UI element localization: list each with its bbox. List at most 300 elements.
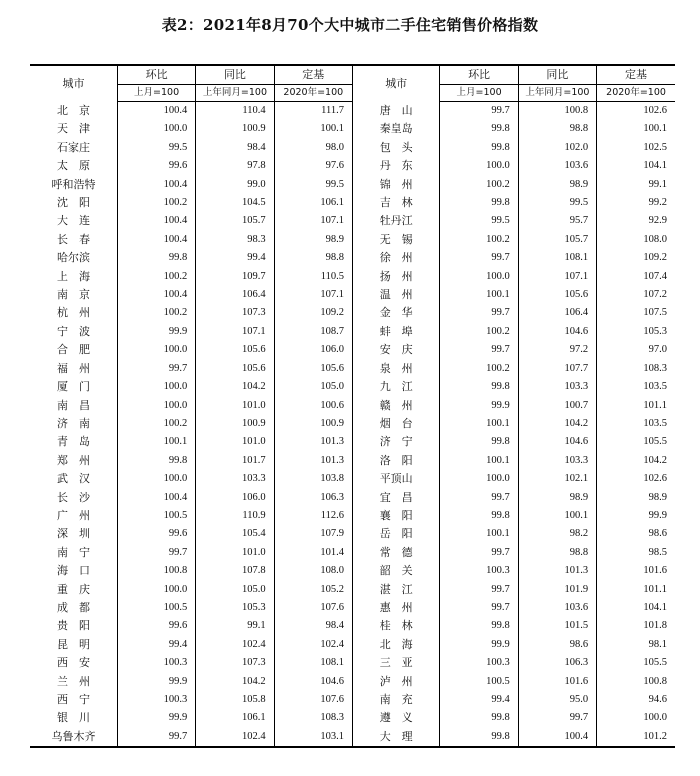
left-yoy-cell: 101.0	[196, 397, 274, 415]
left-city-cell: 济 南	[30, 415, 117, 433]
left-city-cell: 银 川	[30, 709, 117, 727]
right-base-cell: 108.0	[643, 233, 667, 245]
left-base-cell: 105.2	[274, 581, 352, 599]
right-mom-cell: 100.3	[440, 654, 518, 672]
price-index-table	[30, 64, 675, 748]
subheader-base-right: 2020年=100	[597, 85, 675, 102]
left-base-cell: 98.8	[274, 249, 352, 267]
left-yoy-cell: 101.7	[196, 452, 274, 470]
right-mom-cell: 99.8	[440, 194, 518, 212]
header-mom-left: 环比	[117, 65, 195, 85]
left-yoy-cell: 99.0	[196, 176, 274, 194]
header-city-left: 城市	[30, 65, 117, 102]
right-base-cell: 104.1	[643, 160, 667, 172]
left-yoy-cell: 105.3	[196, 599, 274, 617]
left-mom-cell: 99.9	[117, 709, 195, 727]
left-base-cell: 109.2	[274, 304, 352, 322]
left-mom-cell: 100.5	[117, 599, 195, 617]
right-mom-cell: 99.8	[440, 120, 518, 138]
right-yoy-cell: 101.9	[518, 581, 596, 599]
left-mom-cell: 99.7	[117, 360, 195, 378]
left-base-cell: 107.6	[274, 691, 352, 709]
left-base-cell: 106.0	[274, 341, 352, 359]
header-city-right: 城市	[352, 65, 439, 102]
right-yoy-cell: 107.7	[518, 360, 596, 378]
right-base-cell: 101.8	[643, 620, 667, 632]
right-city-cell: 蚌 埠	[352, 323, 439, 341]
left-mom-cell: 100.0	[117, 470, 195, 488]
header-yoy-right: 同比	[518, 65, 596, 85]
right-mom-cell: 100.0	[440, 268, 518, 286]
left-city-cell: 长 春	[30, 231, 117, 249]
left-base-cell: 108.7	[274, 323, 352, 341]
left-base-cell: 100.1	[274, 120, 352, 138]
left-mom-cell: 99.7	[117, 728, 195, 747]
table-row	[30, 268, 675, 286]
subheader-yoy-right: 上年同月=100	[518, 85, 596, 102]
left-yoy-cell: 109.7	[196, 268, 274, 286]
right-yoy-cell: 103.6	[518, 157, 596, 175]
right-city-cell: 济 宁	[352, 433, 439, 451]
table-row	[30, 341, 675, 359]
right-base-cell: 100.0	[643, 712, 667, 724]
left-base-cell: 112.6	[274, 507, 352, 525]
right-base-cell: 98.1	[648, 638, 667, 650]
subheader-mom-right: 上月=100	[440, 85, 518, 102]
right-base-cell: 98.5	[648, 546, 667, 558]
right-base-cell: 105.5	[643, 436, 667, 448]
left-mom-cell: 100.2	[117, 415, 195, 433]
left-base-cell: 101.4	[274, 544, 352, 562]
left-yoy-cell: 105.4	[196, 525, 274, 543]
right-city-cell: 安 庆	[352, 341, 439, 359]
left-base-cell: 107.6	[274, 599, 352, 617]
table-row	[30, 304, 675, 322]
left-yoy-cell: 105.0	[196, 581, 274, 599]
left-yoy-cell: 107.1	[196, 323, 274, 341]
right-base-cell: 97.0	[648, 344, 667, 356]
left-yoy-cell: 104.5	[196, 194, 274, 212]
right-city-cell: 金 华	[352, 304, 439, 322]
table-row	[30, 102, 675, 121]
subheader-base-left: 2020年=100	[274, 85, 352, 102]
table-row	[30, 728, 675, 747]
table-row	[30, 544, 675, 562]
right-city-cell: 惠 州	[352, 599, 439, 617]
table-row	[30, 525, 675, 543]
left-yoy-cell: 106.0	[196, 489, 274, 507]
left-mom-cell: 99.9	[117, 323, 195, 341]
left-base-cell: 101.3	[274, 433, 352, 451]
left-yoy-cell: 110.4	[196, 102, 274, 121]
right-city-cell: 吉 林	[352, 194, 439, 212]
left-mom-cell: 100.3	[117, 654, 195, 672]
right-base-cell: 92.9	[648, 215, 667, 227]
left-city-cell: 南 京	[30, 286, 117, 304]
left-yoy-cell: 107.3	[196, 304, 274, 322]
left-city-cell: 宁 波	[30, 323, 117, 341]
table-row	[30, 194, 675, 212]
left-city-cell: 贵 阳	[30, 617, 117, 635]
right-city-cell: 烟 台	[352, 415, 439, 433]
right-yoy-cell: 98.9	[518, 489, 596, 507]
left-mom-cell: 99.9	[117, 673, 195, 691]
left-mom-cell: 100.0	[117, 378, 195, 396]
right-mom-cell: 99.8	[440, 507, 518, 525]
left-mom-cell: 100.4	[117, 231, 195, 249]
left-base-cell: 104.6	[274, 673, 352, 691]
right-yoy-cell: 99.7	[518, 709, 596, 727]
table-row	[30, 323, 675, 341]
right-yoy-cell: 106.4	[518, 304, 596, 322]
right-yoy-cell: 101.5	[518, 617, 596, 635]
right-base-cell: 105.5	[643, 657, 667, 669]
header-base-right: 定基	[597, 65, 675, 85]
right-base-cell: 99.1	[648, 178, 667, 190]
left-yoy-cell: 98.3	[196, 231, 274, 249]
table-row	[30, 489, 675, 507]
left-yoy-cell: 99.1	[196, 617, 274, 635]
right-yoy-cell: 101.3	[518, 562, 596, 580]
right-base-cell: 102.5	[643, 141, 667, 153]
right-mom-cell: 99.8	[440, 728, 518, 747]
table-row	[30, 599, 675, 617]
right-mom-cell: 100.2	[440, 231, 518, 249]
table-row	[30, 397, 675, 415]
left-city-cell: 成 都	[30, 599, 117, 617]
right-mom-cell: 99.8	[440, 617, 518, 635]
right-city-cell: 桂 林	[352, 617, 439, 635]
left-mom-cell: 99.6	[117, 617, 195, 635]
table-row	[30, 139, 675, 157]
right-base-cell: 101.1	[643, 399, 667, 411]
left-city-cell: 西 宁	[30, 691, 117, 709]
table-row	[30, 120, 675, 138]
right-city-cell: 秦皇岛	[352, 120, 439, 138]
right-base-cell: 103.5	[643, 381, 667, 393]
left-base-cell: 101.3	[274, 452, 352, 470]
right-mom-cell: 99.5	[440, 212, 518, 230]
header-yoy-left: 同比	[196, 65, 274, 85]
left-base-cell: 98.0	[274, 139, 352, 157]
left-city-cell: 郑 州	[30, 452, 117, 470]
left-yoy-cell: 97.8	[196, 157, 274, 175]
table-row	[30, 562, 675, 580]
left-mom-cell: 100.8	[117, 562, 195, 580]
right-mom-cell: 100.2	[440, 323, 518, 341]
table-row	[30, 507, 675, 525]
left-base-cell: 108.1	[274, 654, 352, 672]
right-base-cell: 107.4	[643, 270, 667, 282]
table-row	[30, 673, 675, 691]
left-city-cell: 长 沙	[30, 489, 117, 507]
right-city-cell: 扬 州	[352, 268, 439, 286]
right-city-cell: 丹 东	[352, 157, 439, 175]
table-row	[30, 212, 675, 230]
left-mom-cell: 99.5	[117, 139, 195, 157]
right-yoy-cell: 100.8	[518, 102, 596, 121]
right-base-cell: 105.3	[643, 325, 667, 337]
right-base-cell: 109.2	[643, 252, 667, 264]
right-mom-cell: 100.0	[440, 157, 518, 175]
left-yoy-cell: 101.0	[196, 544, 274, 562]
right-city-cell: 韶 关	[352, 562, 439, 580]
table-row	[30, 378, 675, 396]
left-city-cell: 天 津	[30, 120, 117, 138]
right-mom-cell: 99.7	[440, 581, 518, 599]
left-city-cell: 海 口	[30, 562, 117, 580]
right-city-cell: 襄 阳	[352, 507, 439, 525]
left-mom-cell: 100.4	[117, 286, 195, 304]
right-mom-cell: 99.8	[440, 433, 518, 451]
right-base-cell: 103.5	[643, 417, 667, 429]
left-yoy-cell: 103.3	[196, 470, 274, 488]
left-city-cell: 合 肥	[30, 341, 117, 359]
right-mom-cell: 100.2	[440, 360, 518, 378]
left-base-cell: 106.1	[274, 194, 352, 212]
left-mom-cell: 100.0	[117, 581, 195, 599]
left-city-cell: 太 原	[30, 157, 117, 175]
right-base-cell: 99.9	[648, 509, 667, 521]
left-city-cell: 石家庄	[30, 139, 117, 157]
left-base-cell: 100.6	[274, 397, 352, 415]
header-base-left: 定基	[274, 65, 352, 85]
right-base-cell: 99.2	[648, 197, 667, 209]
right-mom-cell: 99.7	[440, 304, 518, 322]
right-mom-cell: 100.0	[440, 470, 518, 488]
left-city-cell: 昆 明	[30, 636, 117, 654]
left-mom-cell: 99.8	[117, 249, 195, 267]
left-yoy-cell: 105.7	[196, 212, 274, 230]
right-city-cell: 常 德	[352, 544, 439, 562]
right-city-cell: 牡丹江	[352, 212, 439, 230]
right-yoy-cell: 102.0	[518, 139, 596, 157]
right-city-cell: 九 江	[352, 378, 439, 396]
left-yoy-cell: 106.1	[196, 709, 274, 727]
left-city-cell: 重 庆	[30, 581, 117, 599]
left-yoy-cell: 106.4	[196, 286, 274, 304]
left-city-cell: 呼和浩特	[30, 176, 117, 194]
left-city-cell: 南 昌	[30, 397, 117, 415]
left-city-cell: 武 汉	[30, 470, 117, 488]
left-base-cell: 98.4	[274, 617, 352, 635]
left-mom-cell: 100.0	[117, 397, 195, 415]
right-yoy-cell: 97.2	[518, 341, 596, 359]
right-mom-cell: 100.1	[440, 286, 518, 304]
left-yoy-cell: 102.4	[196, 636, 274, 654]
left-base-cell: 99.5	[274, 176, 352, 194]
right-base-cell: 101.1	[643, 583, 667, 595]
left-base-cell: 107.1	[274, 286, 352, 304]
table-row	[30, 249, 675, 267]
left-yoy-cell: 102.4	[196, 728, 274, 747]
left-city-cell: 兰 州	[30, 673, 117, 691]
left-yoy-cell: 105.6	[196, 341, 274, 359]
right-yoy-cell: 105.6	[518, 286, 596, 304]
right-yoy-cell: 100.4	[518, 728, 596, 747]
table-row	[30, 470, 675, 488]
right-mom-cell: 99.9	[440, 397, 518, 415]
table-row	[30, 157, 675, 175]
left-mom-cell: 100.3	[117, 691, 195, 709]
left-base-cell: 111.7	[274, 102, 352, 121]
right-yoy-cell: 98.6	[518, 636, 596, 654]
right-yoy-cell: 108.1	[518, 249, 596, 267]
table-row	[30, 231, 675, 249]
left-yoy-cell: 107.3	[196, 654, 274, 672]
right-mom-cell: 99.7	[440, 102, 518, 121]
right-yoy-cell: 102.1	[518, 470, 596, 488]
right-city-cell: 锦 州	[352, 176, 439, 194]
right-yoy-cell: 104.6	[518, 323, 596, 341]
right-base-cell: 104.2	[643, 454, 667, 466]
left-base-cell: 108.3	[274, 709, 352, 727]
right-base-cell: 94.6	[648, 694, 667, 705]
left-mom-cell: 99.6	[117, 525, 195, 543]
table-row	[30, 691, 675, 709]
right-yoy-cell: 98.8	[518, 120, 596, 138]
left-mom-cell: 100.2	[117, 268, 195, 286]
table-row	[30, 176, 675, 194]
left-city-cell: 深 圳	[30, 525, 117, 543]
right-yoy-cell: 107.1	[518, 268, 596, 286]
right-city-cell: 北 海	[352, 636, 439, 654]
right-base-cell: 104.1	[643, 601, 667, 613]
right-yoy-cell: 106.3	[518, 654, 596, 672]
right-city-cell: 赣 州	[352, 397, 439, 415]
left-mom-cell: 100.1	[117, 433, 195, 451]
right-city-cell: 无 锡	[352, 231, 439, 249]
left-mom-cell: 100.2	[117, 304, 195, 322]
right-mom-cell: 99.4	[440, 691, 518, 709]
left-city-cell: 乌鲁木齐	[30, 728, 117, 747]
right-mom-cell: 99.8	[440, 709, 518, 727]
left-city-cell: 福 州	[30, 360, 117, 378]
left-base-cell: 105.0	[274, 378, 352, 396]
right-yoy-cell: 98.8	[518, 544, 596, 562]
left-mom-cell: 100.0	[117, 341, 195, 359]
right-city-cell: 泸 州	[352, 673, 439, 691]
table-row	[30, 360, 675, 378]
left-base-cell: 97.6	[274, 157, 352, 175]
right-mom-cell: 100.1	[440, 452, 518, 470]
left-yoy-cell: 110.9	[196, 507, 274, 525]
table-row	[30, 654, 675, 672]
left-base-cell: 98.9	[274, 231, 352, 249]
left-mom-cell: 100.0	[117, 120, 195, 138]
right-city-cell: 包 头	[352, 139, 439, 157]
left-city-cell: 南 宁	[30, 544, 117, 562]
left-city-cell: 广 州	[30, 507, 117, 525]
left-mom-cell: 100.4	[117, 102, 195, 121]
right-yoy-cell: 100.1	[518, 507, 596, 525]
left-base-cell: 103.8	[274, 470, 352, 488]
right-base-cell: 107.2	[643, 289, 667, 301]
right-city-cell: 唐 山	[352, 102, 439, 121]
right-base-cell: 102.6	[643, 105, 667, 116]
left-yoy-cell: 100.9	[196, 415, 274, 433]
header-mom-right: 环比	[440, 65, 518, 85]
left-city-cell: 北 京	[30, 102, 117, 121]
table-row	[30, 581, 675, 599]
left-city-cell: 西 安	[30, 654, 117, 672]
left-mom-cell: 100.2	[117, 194, 195, 212]
right-city-cell: 洛 阳	[352, 452, 439, 470]
right-city-cell: 宜 昌	[352, 489, 439, 507]
left-yoy-cell: 105.8	[196, 691, 274, 709]
left-mom-cell: 100.5	[117, 507, 195, 525]
left-base-cell: 105.6	[274, 360, 352, 378]
right-city-cell: 平顶山	[352, 470, 439, 488]
right-yoy-cell: 95.0	[518, 691, 596, 709]
right-city-cell: 岳 阳	[352, 525, 439, 543]
right-yoy-cell: 103.6	[518, 599, 596, 617]
left-city-cell: 杭 州	[30, 304, 117, 322]
right-mom-cell: 100.1	[440, 415, 518, 433]
right-city-cell: 徐 州	[352, 249, 439, 267]
right-base-cell: 108.3	[643, 362, 667, 374]
right-mom-cell: 100.1	[440, 525, 518, 543]
left-base-cell: 108.0	[274, 562, 352, 580]
left-base-cell: 107.1	[274, 212, 352, 230]
right-base-cell: 102.6	[643, 473, 667, 485]
left-yoy-cell: 98.4	[196, 139, 274, 157]
right-yoy-cell: 104.2	[518, 415, 596, 433]
right-yoy-cell: 104.6	[518, 433, 596, 451]
left-mom-cell: 100.4	[117, 489, 195, 507]
left-mom-cell: 100.4	[117, 176, 195, 194]
left-base-cell: 107.9	[274, 525, 352, 543]
left-mom-cell: 99.7	[117, 544, 195, 562]
subheader-yoy-left: 上年同月=100	[196, 85, 274, 102]
left-base-cell: 110.5	[274, 268, 352, 286]
right-base-cell: 98.6	[648, 528, 667, 540]
table-body	[30, 102, 675, 748]
right-mom-cell: 100.2	[440, 176, 518, 194]
left-base-cell: 100.9	[274, 415, 352, 433]
table-row	[30, 709, 675, 727]
table-row	[30, 452, 675, 470]
right-yoy-cell: 95.7	[518, 212, 596, 230]
left-city-cell: 哈尔滨	[30, 249, 117, 267]
right-base-cell: 98.9	[648, 491, 667, 503]
right-yoy-cell: 103.3	[518, 452, 596, 470]
right-mom-cell: 100.3	[440, 562, 518, 580]
right-mom-cell: 99.7	[440, 599, 518, 617]
left-yoy-cell: 99.4	[196, 249, 274, 267]
left-yoy-cell: 101.0	[196, 433, 274, 451]
right-city-cell: 南 充	[352, 691, 439, 709]
right-mom-cell: 99.8	[440, 378, 518, 396]
left-city-cell: 青 岛	[30, 433, 117, 451]
left-city-cell: 上 海	[30, 268, 117, 286]
right-mom-cell: 99.8	[440, 139, 518, 157]
right-mom-cell: 99.9	[440, 636, 518, 654]
right-mom-cell: 100.5	[440, 673, 518, 691]
subheader-mom-left: 上月=100	[117, 85, 195, 102]
left-yoy-cell: 104.2	[196, 673, 274, 691]
right-city-cell: 温 州	[352, 286, 439, 304]
left-city-cell: 大 连	[30, 212, 117, 230]
right-city-cell: 湛 江	[352, 581, 439, 599]
right-mom-cell: 99.7	[440, 544, 518, 562]
right-yoy-cell: 105.7	[518, 231, 596, 249]
left-mom-cell: 100.4	[117, 212, 195, 230]
right-yoy-cell: 100.7	[518, 397, 596, 415]
right-base-cell: 101.6	[643, 565, 667, 577]
left-yoy-cell: 100.9	[196, 120, 274, 138]
left-yoy-cell: 104.2	[196, 378, 274, 396]
